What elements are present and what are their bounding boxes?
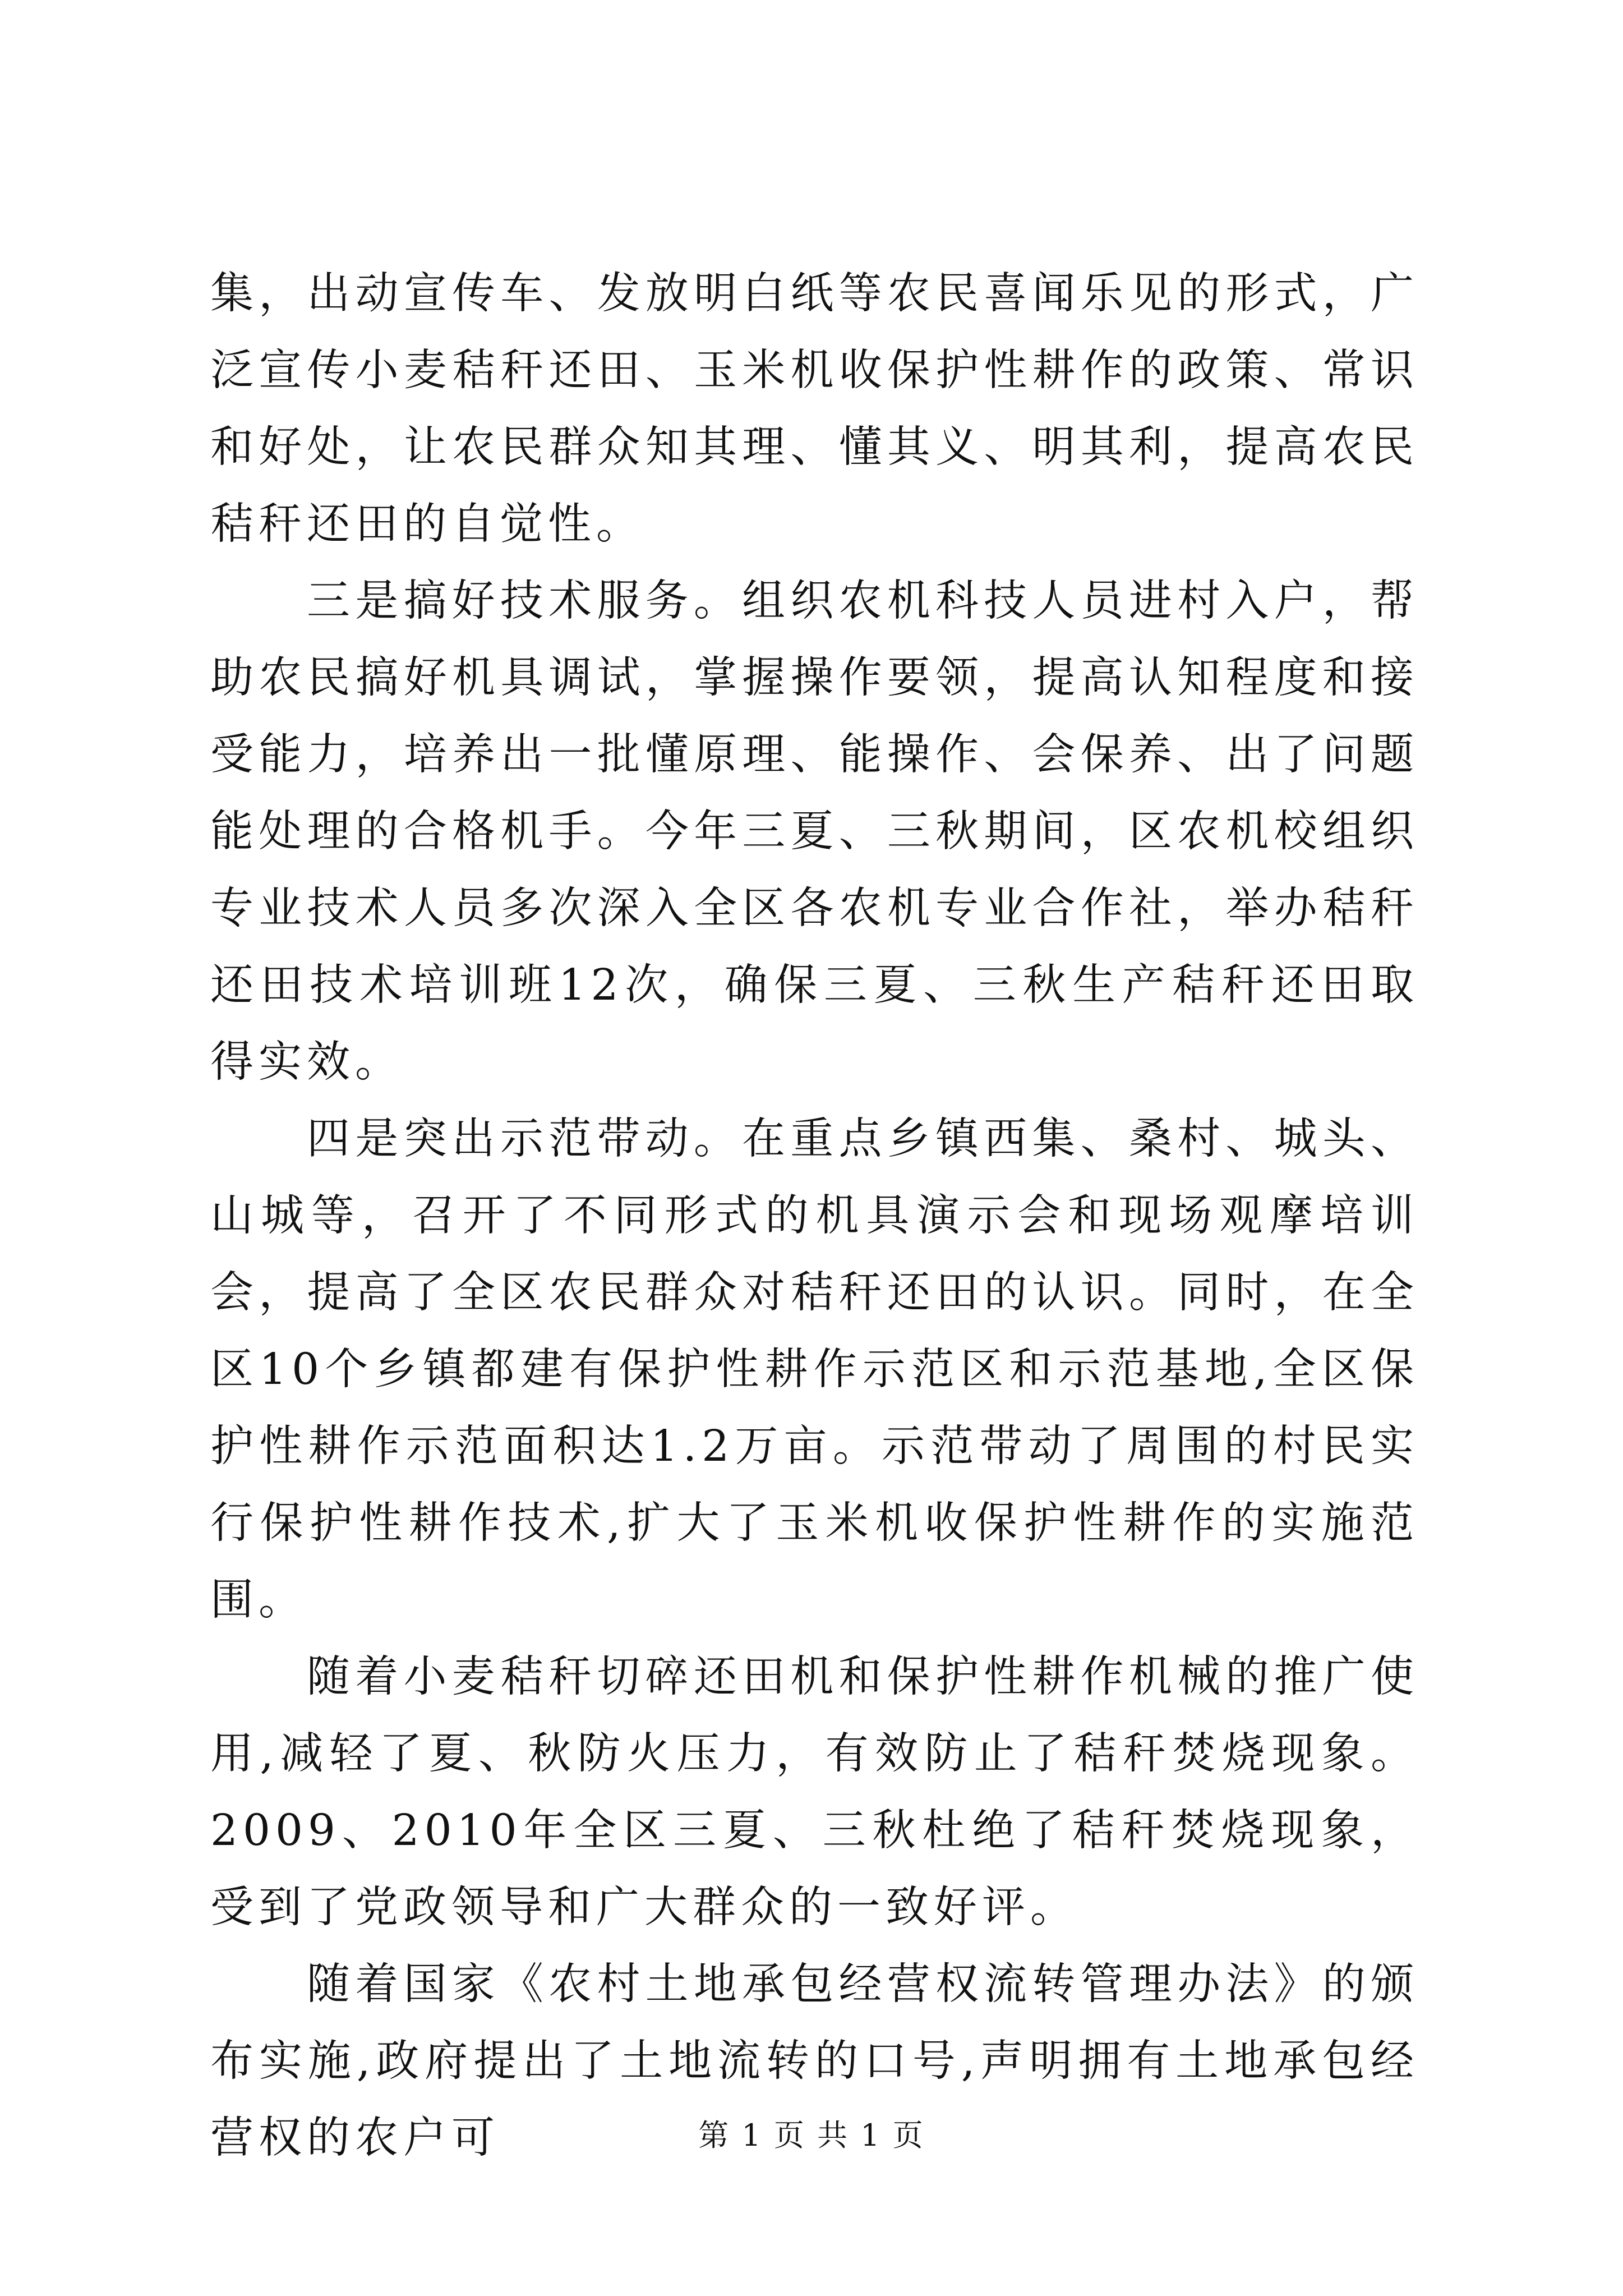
paragraph-1: 集，出动宣传车、发放明白纸等农民喜闻乐见的形式，广泛宣传小麦秸秆还田、玉米机收保护性耕作的政策、常识和好处，让农民群众知其理、懂其义、明其利，提高农民秸秆还田的自觉性。 <box>210 269 1419 549</box>
paragraph-3: 四是突出示范带动。在重点乡镇西集、桑村、城头、山城等，召开了不同形式的机具演示会和现场观摩培训会，提高了全区农民群众对秸秆还田的认识。同时，在全区10个乡镇都建有保护性耕作示范区和示范基地,全区保护性耕作示范面积达1.2万亩。示范带动了周围的村民实行保护性耕作技术,扩大了玉米机收保护性耕作的实施范围。 <box>210 1114 1419 1625</box>
page-footer <box>0 2116 1623 2155</box>
paragraph-5: 随着国家《农村土地承包经营权流转管理办法》的颁布实施,政府提出了土地流转的口号,声明拥有土地承包经营权的农户可 <box>210 1959 1419 2163</box>
paragraph-4: 随着小麦秸秆切碎还田机和保护性耕作机械的推广使用,减轻了夏、秋防火压力，有效防止了秸秆焚烧现象。2009、2010年全区三夏、三秋杜绝了秸秆焚烧现象，受到了党政领导和广大群众的一致好评。 <box>210 1652 1419 1932</box>
page-number-label: 第 1 页 共 1 页 <box>698 2118 925 2153</box>
document-body <box>210 255 1419 2177</box>
paragraph-2: 三是搞好技术服务。组织农机科技人员进村入户，帮助农民搞好机具调试，掌握操作要领，提高认知程度和接受能力，培养出一批懂原理、能操作、会保养、出了问题能处理的合格机手。今年三夏、三秋期间，区农机校组织专业技术人员多次深入全区各农机专业合作社，举办秸秆还田技术培训班12次，确保三夏、三秋生产秸秆还田取得实效。 <box>210 576 1419 1087</box>
